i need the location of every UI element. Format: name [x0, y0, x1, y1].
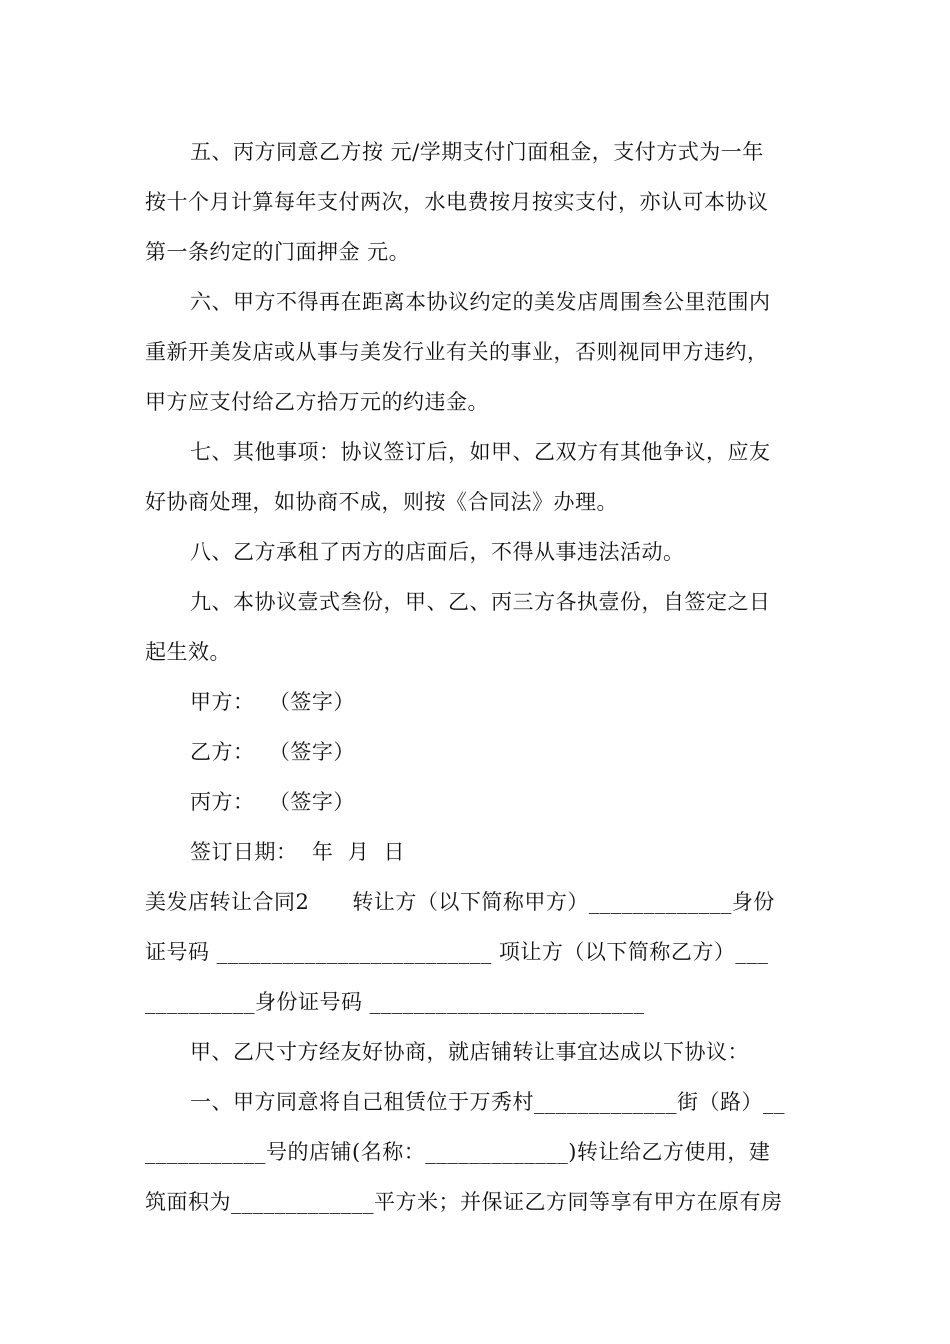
- contract-2-header-line-1: 美发店转让合同2 转让方（以下简称甲方）_____________身份: [145, 890, 775, 914]
- signing-date: 签订日期： 年 月 日: [190, 840, 406, 864]
- clause-9-line-2: 起生效。: [145, 640, 231, 664]
- signature-party-c: 丙方： （签字）: [190, 790, 355, 814]
- clause-7-line-2: 好协商处理，如协商不成，则按《合同法》办理。: [145, 490, 618, 514]
- clause-5-line-2: 按十个月计算每年支付两次，水电费按月按实支付，亦认可本协议: [145, 190, 769, 214]
- contract-2-clause-1-line-3: 筑面积为_____________平方米；并保证乙方同等享有甲方在原有房: [145, 1190, 783, 1214]
- signature-party-a: 甲方： （签字）: [190, 690, 355, 714]
- clause-5-line-3: 第一条约定的门面押金 元。: [145, 240, 411, 264]
- contract-2-preamble: 甲、乙尺寸方经友好协商，就店铺转让事宜达成以下协议：: [190, 1040, 749, 1064]
- clause-7-line-1: 七、其他事项：协议签订后，如甲、乙双方有其他争议，应友: [190, 440, 771, 464]
- clause-5-line-1: 五、丙方同意乙方按 元/学期支付门面租金，支付方式为一年: [190, 140, 764, 164]
- clause-6-line-1: 六、甲方不得再在距离本协议约定的美发店周围叁公里范围内: [190, 290, 771, 314]
- signature-party-b: 乙方： （签字）: [190, 740, 355, 764]
- clause-8-line-1: 八、乙方承租了丙方的店面后，不得从事违法活动。: [190, 540, 685, 564]
- contract-2-clause-1-line-1: 一、甲方同意将自己租赁位于万秀村_____________街（路）__: [190, 1090, 785, 1114]
- clause-6-line-2: 重新开美发店或从事与美发行业有关的事业，否则视同甲方违约，: [145, 340, 769, 364]
- contract-2-clause-1-line-2: ___________号的店铺(名称：_____________)转让给乙方使用，建: [145, 1140, 771, 1164]
- clause-6-line-3: 甲方应支付给乙方拾万元的约违金。: [145, 390, 489, 414]
- contract-2-header-line-2: 证号码 _________________________ 项让方（以下简称乙方）___: [145, 940, 769, 964]
- clause-9-line-1: 九、本协议壹式叁份，甲、乙、丙三方各执壹份，自签定之日: [190, 590, 771, 614]
- contract-2-header-line-3: __________身份证号码 _________________________: [145, 990, 645, 1014]
